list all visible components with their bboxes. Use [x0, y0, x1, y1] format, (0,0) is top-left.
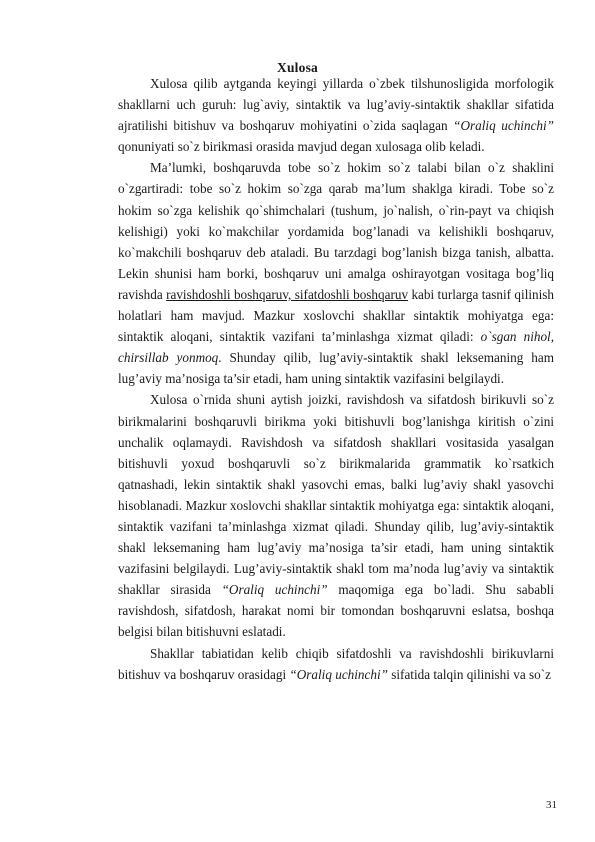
italic-text: o`sgan nihol, chirsillab yonmoq	[118, 329, 554, 366]
text-run: kabi turlarga tasnif qilinish holatlari ham mavjud. Mazkur xoslovchi shakllar sintaktik mohiyatga ega: sintaktik aloqani, sintaktik vazifani ta’minlashga xizmat qiladi:	[118, 286, 555, 345]
paragraph	[118, 389, 554, 642]
text-run: Xulosa o`rnida shuni aytish joizki, ravishdosh va sifatdosh birikuvli so`z birikmalarini boshqaruvli birikma yoki bitishuvli bog’lanishga kiritish o`zini unchalik oqlamaydi. Ravishdosh va sifatdosh shakllari vositasida yasalgan bitishuvli yoxud boshqaruvli so`z birikmalarida grammatik ko`rsatkich qatnashadi, lekin sintaktik shakl yasovchi emas, balki lug’aviy shakl yasovchi hisoblanadi. Mazkur xoslovchi shakllar sintaktik mohiyatga ega: sintaktik aloqani, sintaktik vazifani ta’minlashga xizmat qiladi. Shunday qilib, lug’aviy-sintaktik shakl leksemaning ham lug’aviy ma’nosiga ta’sir etadi, ham uning sintaktik vazifasini belgilaydi. Lug’aviy-sintaktik shakl tom ma’noda lug’aviy va sintaktik shakllar sirasida	[118, 392, 554, 598]
paragraph	[118, 73, 554, 157]
text-run: qonuniyati so`z birikmasi orasida mavjud degan xulosaga olib keladi.	[118, 139, 485, 155]
page-title: Xulosa	[277, 60, 318, 75]
text-run: . Shunday qilib, lug’aviy-sintaktik shakl leksemaning ham lug’aviy ma’nosiga ta’sir etadi, ham uning sintaktik vazifasini belgilaydi.	[118, 350, 554, 387]
body-text	[118, 73, 555, 685]
text-run: Xulosa qilib aytganda keyingi yillarda o`zbek tilshunosligida morfologik shakllarni uch guruh: lug`aviy, sintaktik va lug’aviy-sintaktik shakllar sifatida ajratilishi bitishuv va boshqaruv mohiyatini o`zida saqlagan	[118, 76, 554, 134]
text-run: sifatida talqin qilinishi va so`z	[387, 666, 551, 682]
page-number: 31	[546, 799, 557, 811]
italic-text: “Oraliq uchinchi”	[289, 666, 388, 682]
text-run: maqomiga ega bo`ladi. Shu sababli ravishdosh, sifatdosh, harakat nomi bir tomondan boshqaruvni eslatsa, boshqa belgisi bilan bitishuvni eslatadi.	[118, 582, 555, 640]
text-run: Shakllar tabiatidan kelib chiqib sifatdoshli va ravishdoshli birikuvlarni bitishuv va boshqaruv orasidagi	[118, 645, 554, 682]
italic-text: “Oraliq uchinchi”	[453, 118, 555, 134]
paragraph	[118, 157, 554, 389]
text-run: Ma’lumki, boshqaruvda tobe so`z hokim so`z talabi bilan o`z shaklini o`zgartiradi: tobe so`z hokim so`zga qarab ma’lum shaklga kiradi. Tobe so`z hokim so`zga kelishik qo`shimchalari (tushum, jo`nalish, o`rin-payt va chiqish kelishigi) yoki ko`makchilar yordamida bog’lanadi va kelishikli boshqaruv, ko`makchili boshqaruv deb ataladi. Bu tarzdagi bog’lanish bizga tanish, albatta. Lekin shunisi ham borki, boshqaruv uni amalga oshirayotgan vositaga bog’liq ravishda	[118, 160, 554, 302]
paragraph	[118, 643, 554, 685]
underlined-text: ravishdoshli boshqaruv, sifatdoshli boshqaruv	[166, 286, 409, 302]
italic-text: “Oraliq uchinchi”	[221, 582, 328, 598]
